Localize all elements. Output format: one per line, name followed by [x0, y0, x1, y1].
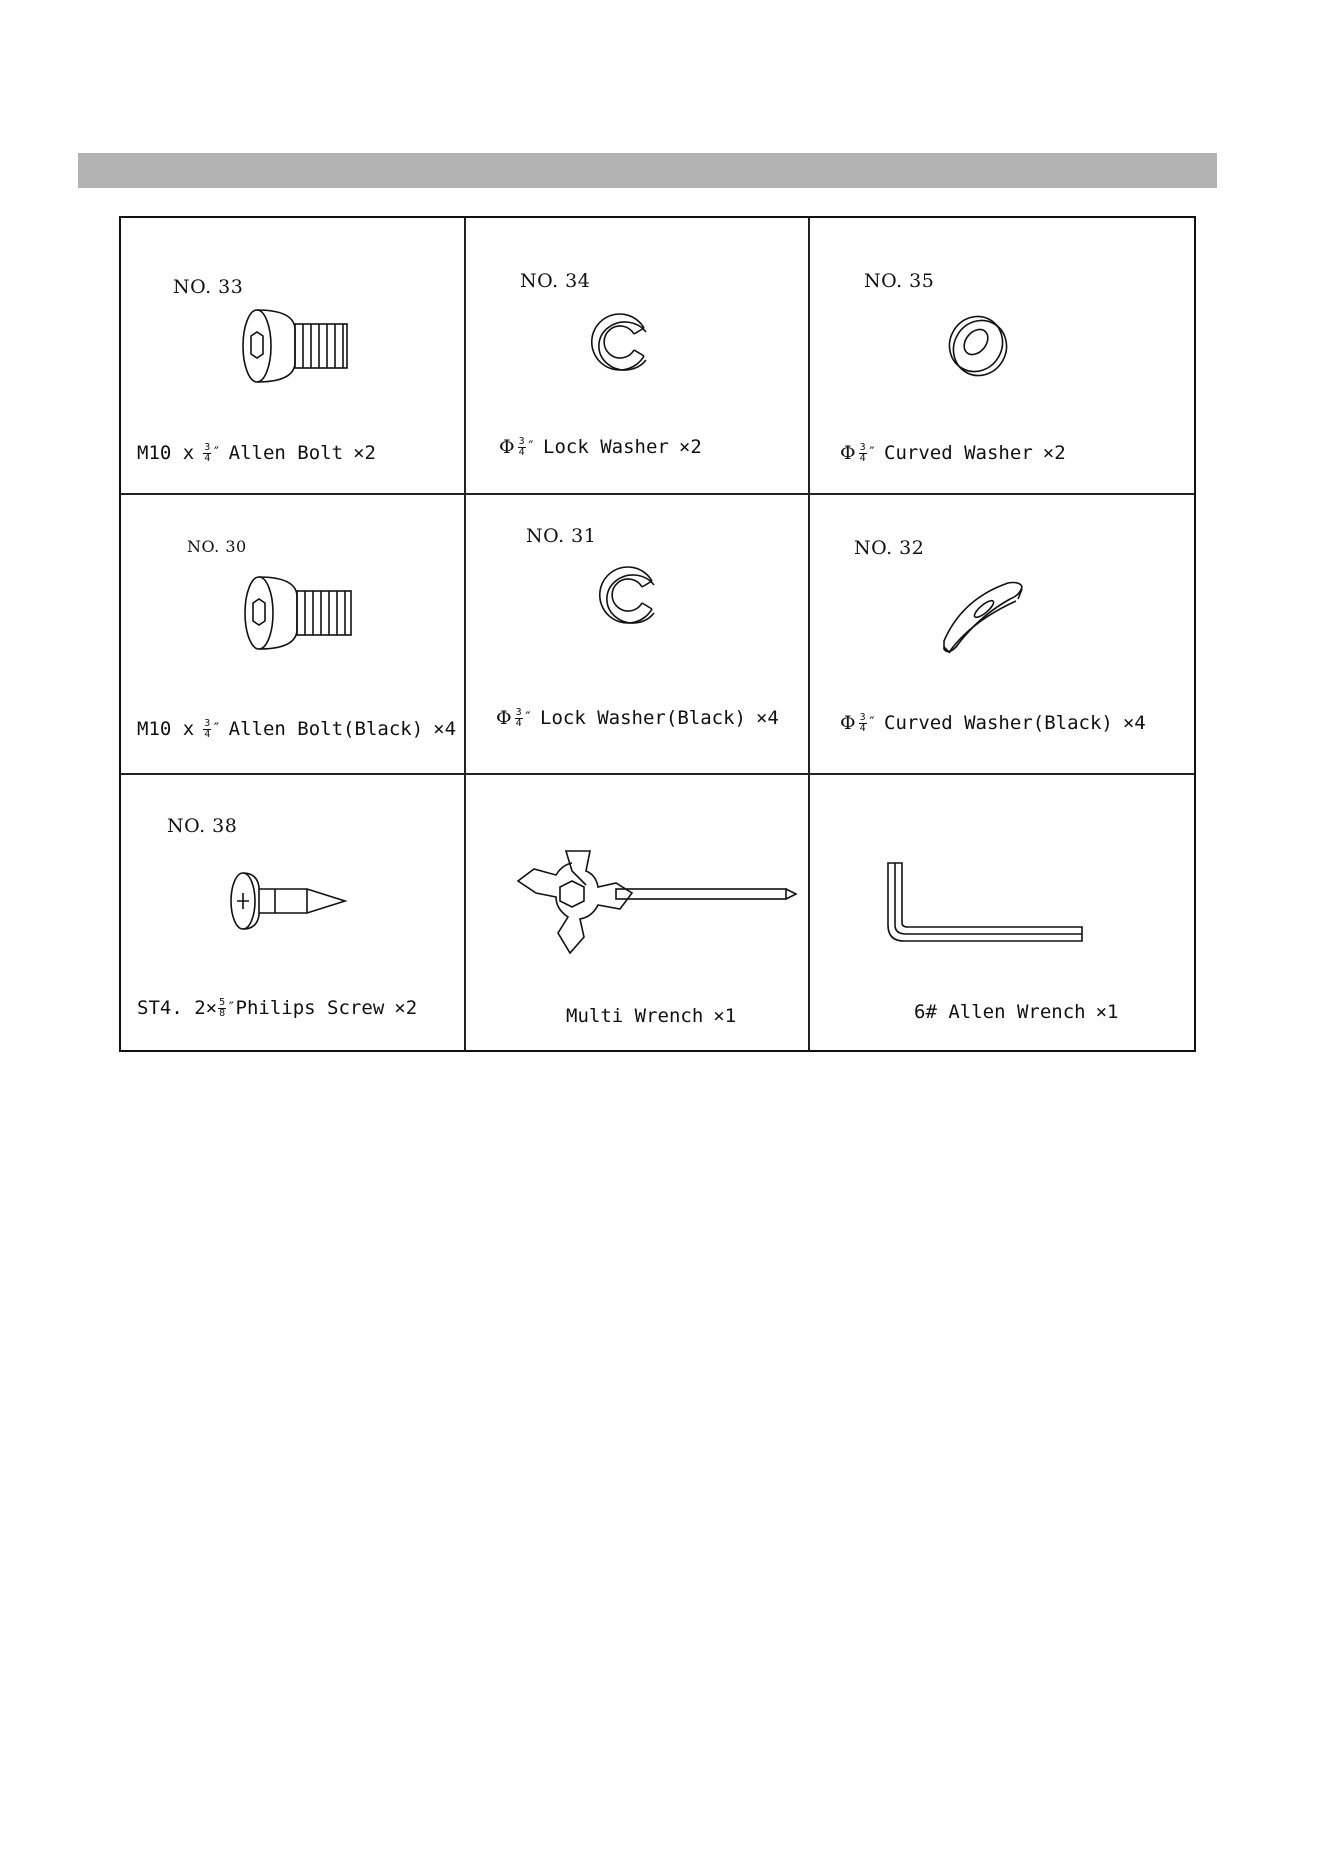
part-number: NO. 30 [187, 537, 247, 556]
part-cell-allen-wrench [810, 775, 1196, 1052]
part-cell-multi-wrench [466, 775, 808, 1052]
multi-wrench-icon [486, 821, 806, 971]
allen-bolt-icon [233, 298, 373, 398]
part-caption: ST4. 2× $\frac{5}{8}$ ″ Philips Screw ×2 [137, 996, 418, 1019]
part-cell-38 [121, 775, 464, 1052]
part-number: NO. 34 [520, 270, 591, 292]
lock-washer-black-icon [594, 559, 674, 639]
part-cell-32 [810, 495, 1196, 773]
part-cell-33 [121, 218, 464, 493]
part-caption: 6# Allen Wrench ×1 [914, 1001, 1119, 1023]
part-caption: Φ $\frac{3}{4}$ ″ Lock Washer(Black) ×4 [496, 706, 779, 729]
part-number: NO. 32 [854, 537, 925, 559]
curved-washer-icon [938, 575, 1038, 665]
flat-washer-icon [940, 306, 1020, 386]
part-cell-30 [121, 495, 464, 773]
part-number: NO. 31 [526, 525, 597, 547]
part-number: NO. 33 [173, 276, 244, 298]
part-caption: Multi Wrench ×1 [566, 1005, 737, 1027]
part-caption: Φ $\frac{3}{4}$ ″ Curved Washer(Black) ×4 [840, 711, 1146, 734]
part-cell-34 [466, 218, 808, 493]
part-number: NO. 35 [864, 270, 935, 292]
section-header-bar [78, 153, 1217, 188]
part-number: NO. 38 [167, 815, 238, 837]
philips-screw-icon [223, 865, 363, 935]
part-cell-35 [810, 218, 1196, 493]
part-caption: M10 x $\frac{3}{4}$ ″ Allen Bolt(Black) ×4 [137, 717, 457, 740]
hardware-parts-table [119, 216, 1196, 1052]
part-cell-31 [466, 495, 808, 773]
allen-bolt-black-icon [235, 565, 375, 665]
part-caption: Φ $\frac{3}{4}$ ″ Curved Washer ×2 [840, 441, 1066, 464]
part-caption: Φ $\frac{3}{4}$ ″ Lock Washer ×2 [499, 435, 702, 458]
part-caption: M10 x $\frac{3}{4}$ ″ Allen Bolt ×2 [137, 441, 376, 464]
lock-washer-icon [586, 306, 666, 386]
allen-wrench-icon [882, 857, 1102, 957]
